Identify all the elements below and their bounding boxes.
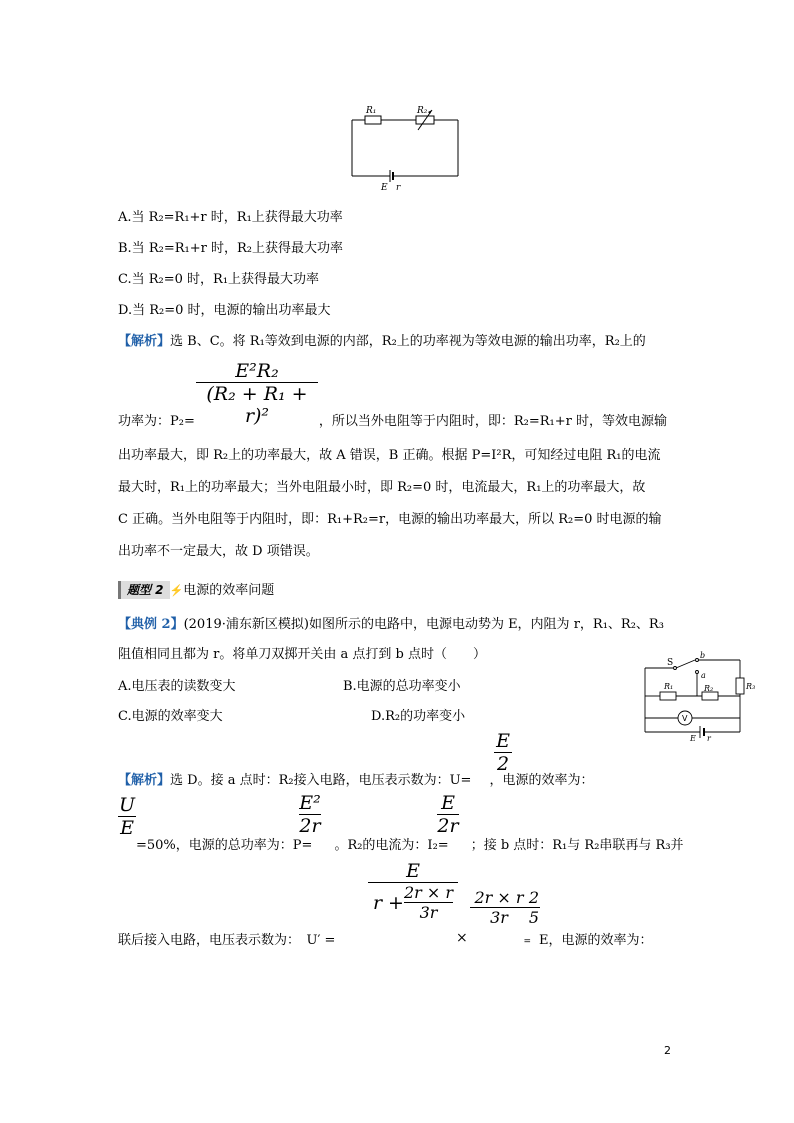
circuit-diagram-2 [640, 648, 760, 744]
power-fraction-2: $\frac{\text{E²}}{2r}$ [299, 792, 321, 837]
switch-label: S [667, 658, 674, 668]
example-option-c: C.电源的效率变大 [118, 709, 223, 724]
analysis-tag-2: 【解析】 [118, 773, 171, 788]
e-label-2: E [690, 734, 696, 743]
r-label: r [396, 183, 401, 192]
b-label: b [700, 651, 706, 660]
section-header: 题型 2 ⚡电源的效率问题 [118, 581, 274, 600]
result-fraction: $\frac{2}{5}$ [528, 888, 540, 927]
a-label: a [701, 671, 706, 680]
circuit-diagram-1 [340, 100, 470, 192]
fraction-numerator: E²R₂ [235, 360, 279, 382]
r2-label: R₂ [417, 106, 428, 116]
r-label-2: r [707, 734, 711, 743]
example-option-d: D.R₂的功率变小 [371, 709, 466, 724]
current-fraction: $\frac{E}{2r}$ [437, 792, 459, 837]
option-c: C.当 R₂=0 时，R₁上获得最大功率 [118, 272, 320, 287]
section-badge: 题型 2 [118, 581, 170, 599]
example-tag: 【典例 2】 [118, 617, 184, 632]
example-2-line-1: 【典例 2】(2019·浦东新区模拟)如图所示的电路中，电源电动势为 E，内阻为 r，R₁、R₂、R₃ [118, 617, 664, 632]
u-fraction: $\frac{E}{2}$ [494, 730, 512, 775]
times-sign: × [456, 930, 468, 946]
example-option-b: B.电源的总功率变小 [343, 679, 461, 694]
fraction-denominator: (R₂ + R₁ + r)² [196, 382, 318, 427]
section-title: 电源的效率问题 [183, 583, 275, 598]
analysis-1-line-3: 出功率最大，即 R₂上的功率最大，故 A 错误，B 正确。根据 P=I²R，可知经过电阻 R₁的电流 [118, 448, 661, 463]
example-2-line-2: 阻值相同且都为 r。将单刀双掷开关由 a 点打到 b 点时（ ） [118, 647, 486, 662]
page-number: 2 [664, 1044, 671, 1057]
r3-label: R₃ [746, 682, 756, 691]
analysis-1-line-4: 最大时，R₁上的功率最大；当外电阻最小时，即 R₂=0 时，电流最大，R₁上的功率最大，故 [118, 480, 646, 495]
r1-label-2: R₁ [664, 682, 674, 691]
r1-label: R₁ [366, 106, 377, 116]
analysis-1-line-5: C 正确。当外电阻等于内阻时，即：R₁+R₂=r，电源的输出功率最大，所以 R₂=0 时电源的输 [118, 512, 662, 527]
option-d: D.当 R₂=0 时，电源的输出功率最大 [118, 303, 331, 318]
analysis-2-line-1: 【解析】选 D。接 a 点时：R₂接入电路，电压表示数为：U= ，电源的效率为： [118, 773, 594, 788]
analysis-1-line-1: 【解析】选 B、C。将 R₁等效到电源的内部，R₂上的功率视为等效电源的输出功率，R₂上的 [118, 334, 646, 349]
analysis-tag: 【解析】 [118, 334, 171, 349]
voltmeter-label: V [682, 714, 688, 723]
voltage-fraction-big: E r + $\frac{2r \times r}{3r}$ [368, 860, 458, 922]
analysis-1-line-6: 出功率不一定最大，故 D 项错误。 [118, 544, 319, 559]
efficiency-fraction: $\frac{U}{E}$ [118, 794, 135, 839]
r2-label-2: R₂ [704, 684, 714, 693]
e-label: E [381, 183, 388, 192]
example-option-a: A.电压表的读数变大 [118, 679, 236, 694]
option-b: B.当 R₂=R₁+r 时，R₂上获得最大功率 [118, 241, 343, 256]
analysis-2-line-3: 联后接入电路，电压表示数为： U′ = = E，电源的效率为： [118, 933, 653, 948]
analysis-2-line-2: =50%，电源的总功率为：P= 。R₂的电流为：I₂= ；接 b 点时：R₁与 R₂串联再与 R₃并 [136, 838, 684, 853]
multiplier-fraction: $\frac{2r \times r}{3r}$ [470, 888, 528, 927]
option-a: A.当 R₂=R₁+r 时，R₁上获得最大功率 [118, 210, 343, 225]
analysis-1-line-2: 功率为：P₂= ，所以当外电阻等于内阻时，即：R₂=R₁+r 时，等效电源输 [118, 414, 667, 429]
